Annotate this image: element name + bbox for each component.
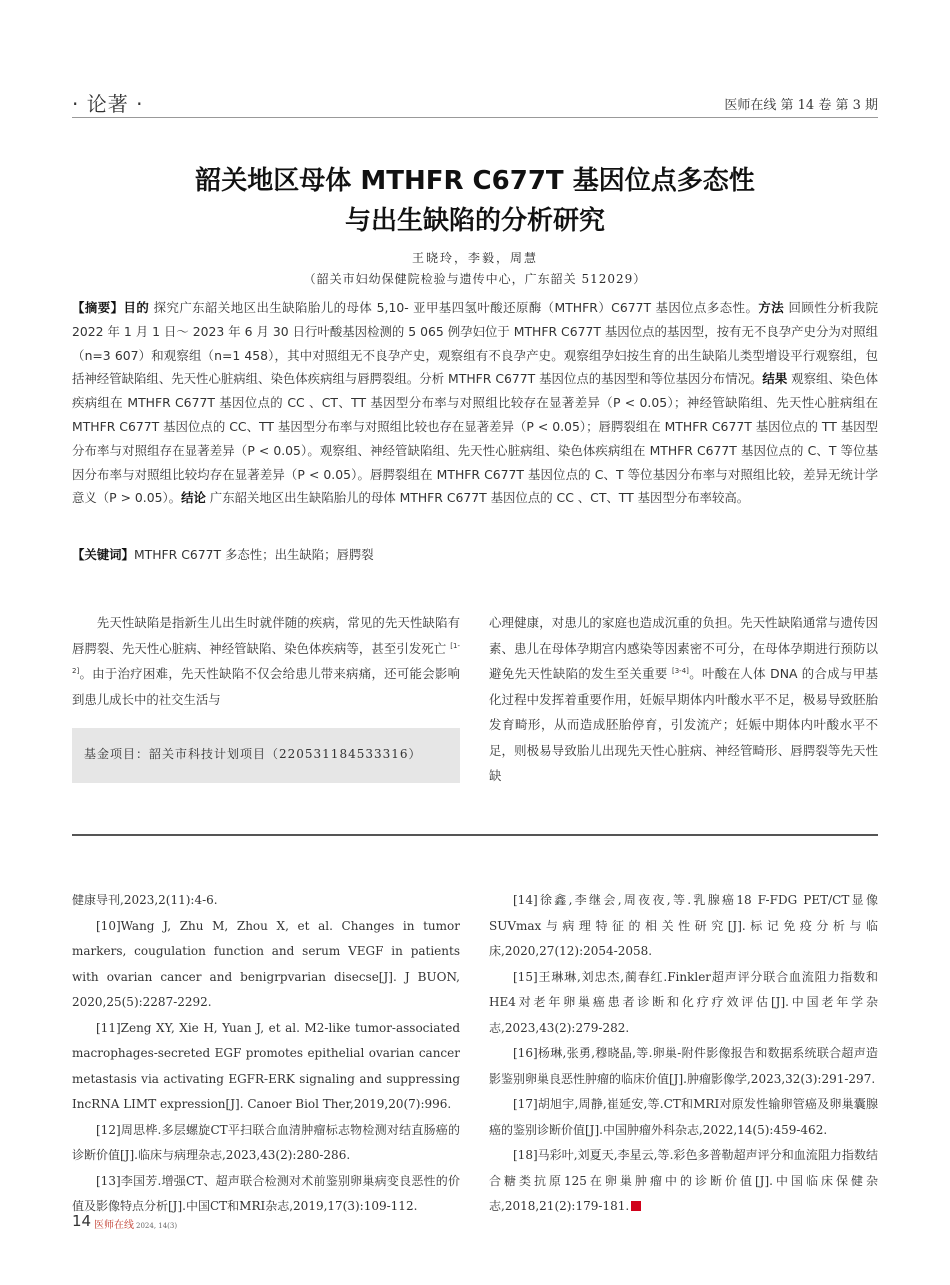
references-right — [489, 888, 878, 1220]
section-divider — [72, 834, 878, 836]
footer-issue: 2024, 14(3) — [136, 1222, 178, 1230]
section-label: · 论著 · — [72, 92, 144, 116]
end-of-article-mark — [631, 1201, 641, 1211]
reference-item: [13]李国芳.增强CT、超声联合检测对术前鉴别卵巢病变良恶性的价值及影像特点分析[J].中国CT和MRI杂志,2019,17(3):109-112. — [72, 1173, 460, 1213]
keywords-label: 【关键词】 — [72, 547, 134, 562]
conclusion-text: 广东韶关地区出生缺陷胎儿的母体 MTHFR C677T 基因位点的 CC 、CT、TT 基因型分布率较高。 — [205, 490, 750, 506]
body-text-right — [489, 610, 878, 789]
reference-item: 健康导刊,2023,2(11):4-6. — [72, 893, 218, 907]
reference-item: [10]Wang J, Zhu M, Zhou X, et al. Changes in tumor markers, cougulation function and serum VEGF in patients with ovarian cancer and benigrpvarian disecse[J]. J BUON, 2020,25(5):2287-2292. — [72, 918, 460, 1009]
results-text: 观察组、染色体疾病组在 MTHFR C677T 基因位点的 CC 、CT、TT 基因型分布率与对照组比较存在显著差异（P < 0.05）；神经管缺陷组、先天性心脏病组在 MTHFR C677T 基因位点的 CC、TT 基因型分布率与对照组比较也存在显著差异（P < 0.05）；唇腭裂组在 MTHFR C677T 基因位点的 TT 基因型分布率与对照组存在显著差异（P < 0.05）。观察组、神经管缺陷组、先天性心脏病组、染色体疾病组在 MTHFR C677T 基因位点的 C、T 等位基因分布率与对照组比较均存在显著差异（P < 0.05）。唇腭裂组在 MTHFR C677T 基因位点的 C、T 等位基因分布率与对照组比较，差异无统计学意义（P > 0.05）。 — [72, 371, 878, 506]
citation-1-2: [1-2] — [72, 641, 460, 675]
reference-item-last — [489, 1143, 878, 1220]
body-right-part-2: 。叶酸在人体 DNA 的合成与甲基化过程中发挥着重要作用，妊娠早期体内叶酸水平不足，极易导致胚胎发育畸形，从而造成胚胎停育，引发流产；妊娠中期体内叶酸水平不足，则极易导致胎儿出现先天性心脏病、神经管畸形、唇腭裂等先天性缺 — [489, 666, 878, 783]
objective-text: 探究广东韶关地区出生缺陷胎儿的母体 5,10- 亚甲基四氢叶酸还原酶（MTHFR）C677T 基因位点多态性。 — [149, 300, 759, 315]
reference-item: [16]杨琳,张勇,穆晓晶,等.卵巢-附件影像报告和数据系统联合超声造影鉴别卵巢良恶性肿瘤的临床价值[J].肿瘤影像学,2023,32(3):291-297. — [489, 1046, 878, 1086]
funding-text: 基金项目：韶关市科技计划项目（220531184533316） — [84, 747, 422, 761]
methods-label: 方法 — [758, 300, 785, 315]
footer-journal-name: 医师在线 — [94, 1220, 134, 1231]
page-number: 14 — [72, 1212, 92, 1230]
journal-header: 医师在线 第 14 卷 第 3 期 — [724, 98, 878, 113]
affiliation: （韶关市妇幼保健院检验与遗传中心，广东韶关 512029） — [303, 272, 647, 286]
body-left-part-2: 。由于治疗困难，先天性缺陷不仅会给患儿带来病痛，还可能会影响到患儿成长中的社交生活与 — [72, 666, 460, 707]
objective-label: 目的 — [123, 300, 150, 315]
header-divider — [72, 117, 878, 118]
article-title-line-2: 与出生缺陷的分析研究 — [344, 206, 605, 236]
citation-3-4: [3-4] — [672, 667, 689, 675]
references-left — [72, 888, 460, 1220]
body-left-part-1: 先天性缺陷是指新生儿出生时就伴随的疾病，常见的先天性缺陷有唇腭裂、先天性心脏病、神经管缺陷、染色体疾病等，甚至引发死亡 — [72, 615, 460, 656]
body-right-part-1: 心理健康，对患儿的家庭也造成沉重的负担。先天性缺陷通常与遗传因素、患儿在母体孕期宫内感染等因素密不可分，在母体孕期进行预防以避免先天性缺陷的发生至关重要 — [489, 615, 878, 681]
results-label: 结果 — [762, 371, 788, 387]
article-title-line-1: 韶关地区母体 MTHFR C677T 基因位点多态性 — [195, 166, 755, 196]
reference-item: [15]王琳琳,刘忠杰,蔺春红.Finkler超声评分联合血流阻力指数和HE4对老年卵巢癌患者诊断和化疗疗效评估[J].中国老年学杂志,2023,43(2):279-282. — [489, 969, 878, 1035]
reference-text: [18]马彩叶,刘夏天,李星云,等.彩色多普勒超声评分和血流阻力指数结合糖类抗原125在卵巢肿瘤中的诊断价值[J].中国临床保健杂志,2018,21(2):179-181. — [489, 1148, 878, 1213]
authors: 王晓玲，李毅，周慧 — [411, 251, 538, 265]
reference-item: [14]徐鑫,李继会,周夜夜,等.乳腺癌18 F-FDG PET/CT显像SUVmax与病理特征的相关性研究[J].标记免疫分析与临床,2020,27(12):2054-2058. — [489, 893, 878, 958]
abstract-label: 【摘要】 — [72, 300, 124, 315]
footer-journal — [94, 1216, 177, 1231]
methods-text: 回顾性分析我院 2022 年 1 月 1 日～ 2023 年 6 月 30 日行叶酸基因检测的 5 065 例孕妇位于 MTHFR C677T 基因位点的基因型，按有无不良孕产史分为对照组（n=3 607）和观察组（n=1 458），其中对照组无不良孕产史，观察组有不良孕产史。观察组孕妇按生育的出生缺陷儿类型增设平行观察组，包括神经管缺陷组、先天性心脏病组、染色体疾病组与唇腭裂组。分析 MTHFR C677T 基因位点的基因型和等位基因分布情况。 — [72, 300, 879, 387]
conclusion-label: 结论 — [181, 490, 206, 506]
abstract — [72, 296, 878, 510]
reference-item: [17]胡旭宇,周静,崔延安,等.CT和MRI对原发性输卵管癌及卵巢囊腺癌的鉴别诊断价值[J].中国肿瘤外科杂志,2022,14(5):459-462. — [489, 1097, 878, 1137]
keywords-text: MTHFR C677T 多态性；出生缺陷；唇腭裂 — [133, 547, 374, 562]
body-text-left — [72, 610, 460, 712]
keywords — [72, 545, 878, 565]
reference-item: [11]Zeng XY, Xie H, Yuan J, et al. M2-like tumor-associated macrophages-secreted EGF promotes epithelial ovarian cancer metastasis via activating EGFR-ERK signaling and suppressing IncRNA LIMT expression[J]. Canoer Biol Ther,2019,20(7):996. — [72, 1020, 460, 1111]
reference-item: [12]周思桦.多层螺旋CT平扫联合血清肿瘤标志物检测对结直肠癌的诊断价值[J].临床与病理杂志,2023,43(2):280-286. — [72, 1122, 460, 1162]
